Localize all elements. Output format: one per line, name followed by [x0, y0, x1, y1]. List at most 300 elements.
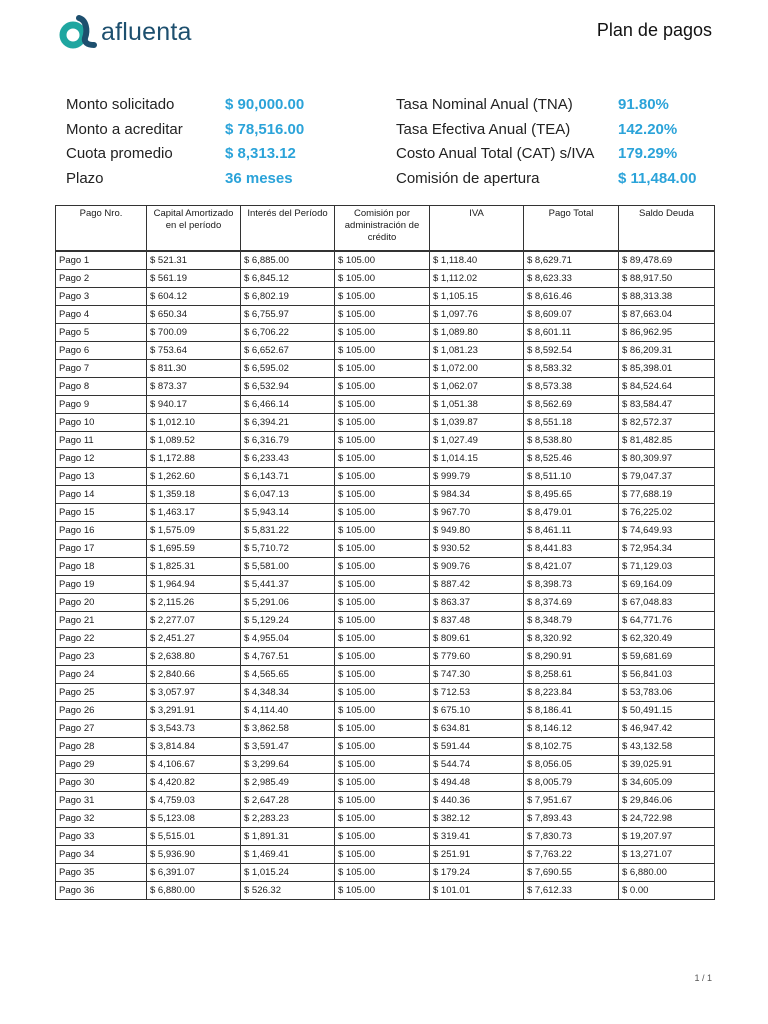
table-cell: $ 1,081.23 [430, 342, 524, 360]
table-cell: $ 3,814.84 [147, 738, 241, 756]
summary-value: 36 meses [225, 170, 293, 187]
table-cell: Pago 24 [56, 666, 147, 684]
table-cell: Pago 25 [56, 684, 147, 702]
table-cell: $ 949.80 [430, 522, 524, 540]
brand-name: afluenta [101, 17, 192, 46]
table-cell: $ 81,482.85 [619, 432, 715, 450]
table-cell: $ 8,374.69 [524, 594, 619, 612]
table-cell: $ 105.00 [335, 792, 430, 810]
table-cell: $ 105.00 [335, 558, 430, 576]
table-cell: $ 7,763.22 [524, 846, 619, 864]
table-cell: $ 77,688.19 [619, 486, 715, 504]
table-cell: $ 591.44 [430, 738, 524, 756]
table-row [56, 522, 715, 540]
table-cell: $ 8,441.83 [524, 540, 619, 558]
table-row [56, 882, 715, 900]
table-cell: $ 1,039.87 [430, 414, 524, 432]
table-row [56, 774, 715, 792]
table-cell: Pago 30 [56, 774, 147, 792]
table-cell: $ 8,421.07 [524, 558, 619, 576]
table-cell: $ 7,612.33 [524, 882, 619, 900]
table-row [56, 360, 715, 378]
table-cell: $ 440.36 [430, 792, 524, 810]
table-cell: $ 8,320.92 [524, 630, 619, 648]
table-cell: $ 999.79 [430, 468, 524, 486]
table-cell: Pago 10 [56, 414, 147, 432]
table-cell: $ 6,233.43 [241, 450, 335, 468]
table-cell: $ 0.00 [619, 882, 715, 900]
table-cell: $ 5,710.72 [241, 540, 335, 558]
table-cell: $ 8,398.73 [524, 576, 619, 594]
summary-value: 179.29% [618, 145, 678, 162]
table-cell: $ 62,320.49 [619, 630, 715, 648]
table-cell: Pago 4 [56, 306, 147, 324]
table-row [56, 414, 715, 432]
table-cell: $ 105.00 [335, 882, 430, 900]
table-cell: $ 59,681.69 [619, 648, 715, 666]
table-cell: $ 1,359.18 [147, 486, 241, 504]
column-header: Pago Nro. [56, 206, 147, 252]
table-cell: $ 6,802.19 [241, 288, 335, 306]
table-cell: $ 6,595.02 [241, 360, 335, 378]
table-cell: $ 675.10 [430, 702, 524, 720]
payment-plan-table [55, 205, 715, 900]
table-cell: $ 1,463.17 [147, 504, 241, 522]
table-cell: $ 105.00 [335, 774, 430, 792]
table-cell: $ 105.00 [335, 540, 430, 558]
table-cell: $ 105.00 [335, 270, 430, 288]
table-cell: $ 8,525.46 [524, 450, 619, 468]
table-cell: $ 84,524.64 [619, 378, 715, 396]
table-cell: $ 382.12 [430, 810, 524, 828]
table-cell: $ 8,186.41 [524, 702, 619, 720]
table-cell: Pago 35 [56, 864, 147, 882]
table-cell: $ 7,690.55 [524, 864, 619, 882]
table-cell: Pago 1 [56, 251, 147, 270]
table-cell: $ 105.00 [335, 251, 430, 270]
table-cell: $ 6,880.00 [619, 864, 715, 882]
table-cell: $ 8,146.12 [524, 720, 619, 738]
table-row [56, 432, 715, 450]
table-cell: $ 105.00 [335, 720, 430, 738]
table-cell: $ 80,309.97 [619, 450, 715, 468]
table-cell: $ 8,258.61 [524, 666, 619, 684]
table-cell: $ 89,478.69 [619, 251, 715, 270]
table-cell: $ 1,089.80 [430, 324, 524, 342]
table-cell: $ 88,313.38 [619, 288, 715, 306]
table-cell: Pago 34 [56, 846, 147, 864]
table-cell: $ 1,695.59 [147, 540, 241, 558]
table-cell: $ 4,759.03 [147, 792, 241, 810]
table-cell: $ 105.00 [335, 342, 430, 360]
table-cell: $ 19,207.97 [619, 828, 715, 846]
table-cell: $ 105.00 [335, 468, 430, 486]
table-row [56, 756, 715, 774]
table-cell: $ 86,209.31 [619, 342, 715, 360]
table-cell: $ 6,316.79 [241, 432, 335, 450]
table-header-row [56, 206, 715, 252]
table-cell: $ 1,469.41 [241, 846, 335, 864]
table-row [56, 486, 715, 504]
table-cell: Pago 27 [56, 720, 147, 738]
table-cell: Pago 8 [56, 378, 147, 396]
summary-value: 142.20% [618, 121, 678, 138]
table-cell: $ 105.00 [335, 414, 430, 432]
table-cell: Pago 29 [56, 756, 147, 774]
table-cell: $ 1,118.40 [430, 251, 524, 270]
summary-label: Comisión de apertura [396, 170, 540, 187]
table-cell: $ 105.00 [335, 360, 430, 378]
summary-label: Costo Anual Total (CAT) s/IVA [396, 145, 595, 162]
table-cell: $ 8,223.84 [524, 684, 619, 702]
table-body [56, 251, 715, 900]
table-cell: $ 3,591.47 [241, 738, 335, 756]
table-cell: $ 72,954.34 [619, 540, 715, 558]
table-cell: $ 105.00 [335, 396, 430, 414]
table-row [56, 846, 715, 864]
summary-label: Tasa Nominal Anual (TNA) [396, 96, 573, 113]
table-cell: $ 105.00 [335, 612, 430, 630]
table-cell: $ 634.81 [430, 720, 524, 738]
summary-row [66, 121, 716, 145]
table-cell: $ 4,106.67 [147, 756, 241, 774]
table-cell: $ 6,532.94 [241, 378, 335, 396]
table-cell: $ 24,722.98 [619, 810, 715, 828]
table-cell: $ 6,047.13 [241, 486, 335, 504]
table-cell: $ 1,112.02 [430, 270, 524, 288]
table-cell: $ 4,955.04 [241, 630, 335, 648]
table-cell: Pago 15 [56, 504, 147, 522]
brand-logo [58, 14, 192, 50]
table-cell: Pago 3 [56, 288, 147, 306]
afluenta-logo-icon [58, 14, 98, 50]
table-cell: $ 6,394.21 [241, 414, 335, 432]
loan-summary [66, 96, 716, 196]
table-row [56, 324, 715, 342]
table-cell: $ 4,114.40 [241, 702, 335, 720]
table-cell: $ 105.00 [335, 378, 430, 396]
table-cell: $ 39,025.91 [619, 756, 715, 774]
table-cell: $ 8,592.54 [524, 342, 619, 360]
table-row [56, 468, 715, 486]
table-row [56, 720, 715, 738]
table-cell: $ 46,947.42 [619, 720, 715, 738]
table-cell: $ 1,062.07 [430, 378, 524, 396]
table-cell: $ 3,057.97 [147, 684, 241, 702]
table-cell: $ 71,129.03 [619, 558, 715, 576]
table-cell: Pago 12 [56, 450, 147, 468]
table-row [56, 378, 715, 396]
table-row [56, 594, 715, 612]
table-cell: $ 105.00 [335, 450, 430, 468]
table-cell: $ 930.52 [430, 540, 524, 558]
table-cell: $ 2,283.23 [241, 810, 335, 828]
table-cell: $ 747.30 [430, 666, 524, 684]
table-row [56, 810, 715, 828]
table-cell: $ 29,846.06 [619, 792, 715, 810]
table-row [56, 251, 715, 270]
table-cell: $ 8,056.05 [524, 756, 619, 774]
table-cell: $ 561.19 [147, 270, 241, 288]
table-cell: $ 2,115.26 [147, 594, 241, 612]
table-cell: $ 6,466.14 [241, 396, 335, 414]
table-cell: $ 5,936.90 [147, 846, 241, 864]
table-cell: $ 8,573.38 [524, 378, 619, 396]
table-cell: $ 105.00 [335, 594, 430, 612]
table-cell: $ 4,420.82 [147, 774, 241, 792]
table-cell: $ 887.42 [430, 576, 524, 594]
table-cell: $ 5,291.06 [241, 594, 335, 612]
table-cell: $ 319.41 [430, 828, 524, 846]
table-cell: $ 5,943.14 [241, 504, 335, 522]
table-cell: $ 8,583.32 [524, 360, 619, 378]
table-cell: Pago 31 [56, 792, 147, 810]
summary-value: 91.80% [618, 96, 669, 113]
page-title: Plan de pagos [596, 20, 712, 40]
summary-label: Monto solicitado [66, 96, 175, 113]
table-cell: $ 8,348.79 [524, 612, 619, 630]
table-cell: $ 1,015.24 [241, 864, 335, 882]
table-cell: $ 82,572.37 [619, 414, 715, 432]
table-cell: $ 3,299.64 [241, 756, 335, 774]
table-cell: $ 1,072.00 [430, 360, 524, 378]
table-cell: $ 76,225.02 [619, 504, 715, 522]
table-cell: Pago 33 [56, 828, 147, 846]
table-cell: $ 105.00 [335, 306, 430, 324]
table-cell: $ 1,825.31 [147, 558, 241, 576]
table-cell: $ 1,097.76 [430, 306, 524, 324]
summary-label: Tasa Efectiva Anual (TEA) [396, 121, 571, 138]
table-row [56, 396, 715, 414]
table-cell: $ 779.60 [430, 648, 524, 666]
table-cell: $ 4,767.51 [241, 648, 335, 666]
table-row [56, 450, 715, 468]
column-header: IVA [430, 206, 524, 252]
table-cell: $ 6,755.97 [241, 306, 335, 324]
table-cell: $ 1,964.94 [147, 576, 241, 594]
table-row [56, 504, 715, 522]
table-cell: $ 105.00 [335, 630, 430, 648]
summary-value: $ 8,313.12 [225, 145, 296, 162]
summary-label: Plazo [66, 170, 104, 187]
column-header: Saldo Deuda [619, 206, 715, 252]
table-cell: $ 105.00 [335, 522, 430, 540]
summary-value: $ 11,484.00 [618, 170, 697, 187]
table-cell: $ 809.61 [430, 630, 524, 648]
table-cell: $ 2,638.80 [147, 648, 241, 666]
table-cell: $ 69,164.09 [619, 576, 715, 594]
table-row [56, 342, 715, 360]
table-row [56, 702, 715, 720]
column-header: Comisión por administración de crédito [335, 206, 430, 252]
table-cell: $ 526.32 [241, 882, 335, 900]
table-cell: $ 8,551.18 [524, 414, 619, 432]
table-cell: Pago 28 [56, 738, 147, 756]
table-row [56, 270, 715, 288]
table-cell: Pago 21 [56, 612, 147, 630]
table-cell: $ 8,495.65 [524, 486, 619, 504]
table-cell: Pago 14 [56, 486, 147, 504]
summary-label: Cuota promedio [66, 145, 173, 162]
summary-row [66, 170, 716, 194]
table-cell: $ 3,543.73 [147, 720, 241, 738]
table-cell: $ 8,479.01 [524, 504, 619, 522]
table-cell: $ 105.00 [335, 324, 430, 342]
table-cell: $ 105.00 [335, 702, 430, 720]
table-cell: $ 105.00 [335, 756, 430, 774]
table-cell: $ 8,005.79 [524, 774, 619, 792]
summary-row [66, 145, 716, 169]
table-cell: $ 86,962.95 [619, 324, 715, 342]
table-cell: $ 544.74 [430, 756, 524, 774]
table-cell: $ 8,538.80 [524, 432, 619, 450]
table-cell: $ 7,893.43 [524, 810, 619, 828]
table-cell: $ 79,047.37 [619, 468, 715, 486]
table-cell: $ 8,461.11 [524, 522, 619, 540]
table-cell: $ 88,917.50 [619, 270, 715, 288]
table-cell: $ 105.00 [335, 648, 430, 666]
table-row [56, 288, 715, 306]
table-cell: $ 753.64 [147, 342, 241, 360]
table-cell: $ 6,652.67 [241, 342, 335, 360]
table-cell: $ 8,623.33 [524, 270, 619, 288]
table-cell: $ 650.34 [147, 306, 241, 324]
table-row [56, 630, 715, 648]
table-cell: $ 5,831.22 [241, 522, 335, 540]
table-cell: $ 3,862.58 [241, 720, 335, 738]
table-cell: $ 67,048.83 [619, 594, 715, 612]
table-cell: $ 1,891.31 [241, 828, 335, 846]
table-cell: $ 83,584.47 [619, 396, 715, 414]
table-cell: $ 1,105.15 [430, 288, 524, 306]
table-cell: $ 521.31 [147, 251, 241, 270]
table-cell: $ 6,880.00 [147, 882, 241, 900]
table-cell: $ 494.48 [430, 774, 524, 792]
table-cell: $ 105.00 [335, 432, 430, 450]
table-row [56, 648, 715, 666]
table-cell: $ 7,951.67 [524, 792, 619, 810]
table-cell: $ 50,491.15 [619, 702, 715, 720]
table-cell: $ 105.00 [335, 738, 430, 756]
table-cell: $ 105.00 [335, 504, 430, 522]
table-cell: $ 101.01 [430, 882, 524, 900]
summary-row [66, 96, 716, 120]
table-cell: $ 34,605.09 [619, 774, 715, 792]
table-cell: $ 909.76 [430, 558, 524, 576]
table-cell: $ 837.48 [430, 612, 524, 630]
table-cell: $ 5,515.01 [147, 828, 241, 846]
summary-label: Monto a acreditar [66, 121, 183, 138]
table-cell: $ 2,451.27 [147, 630, 241, 648]
page-number: 1 / 1 [694, 973, 712, 983]
table-cell: $ 87,663.04 [619, 306, 715, 324]
table-cell: $ 3,291.91 [147, 702, 241, 720]
table-cell: $ 8,601.11 [524, 324, 619, 342]
table-cell: $ 700.09 [147, 324, 241, 342]
table-cell: $ 5,441.37 [241, 576, 335, 594]
table-row [56, 576, 715, 594]
summary-value: $ 90,000.00 [225, 96, 305, 113]
table-cell: $ 1,575.09 [147, 522, 241, 540]
table-cell: Pago 18 [56, 558, 147, 576]
table-cell: $ 1,027.49 [430, 432, 524, 450]
column-header: Interés del Período [241, 206, 335, 252]
table-cell: $ 8,609.07 [524, 306, 619, 324]
table-row [56, 558, 715, 576]
table-cell: $ 1,089.52 [147, 432, 241, 450]
table-cell: $ 1,172.88 [147, 450, 241, 468]
table-row [56, 738, 715, 756]
summary-value: $ 78,516.00 [225, 121, 305, 138]
table-cell: $ 2,647.28 [241, 792, 335, 810]
table-cell: $ 4,565.65 [241, 666, 335, 684]
table-cell: $ 1,051.38 [430, 396, 524, 414]
table-row [56, 666, 715, 684]
table-cell: Pago 32 [56, 810, 147, 828]
table-cell: $ 105.00 [335, 576, 430, 594]
table-row [56, 540, 715, 558]
table-cell: Pago 16 [56, 522, 147, 540]
table-cell: $ 2,277.07 [147, 612, 241, 630]
table-cell: $ 8,629.71 [524, 251, 619, 270]
table-cell: Pago 20 [56, 594, 147, 612]
table-cell: $ 811.30 [147, 360, 241, 378]
table-cell: $ 5,581.00 [241, 558, 335, 576]
table-cell: Pago 19 [56, 576, 147, 594]
table-cell: $ 105.00 [335, 486, 430, 504]
table-cell: Pago 22 [56, 630, 147, 648]
table-cell: $ 105.00 [335, 810, 430, 828]
column-header: Pago Total [524, 206, 619, 252]
table-cell: $ 8,562.69 [524, 396, 619, 414]
table-row [56, 684, 715, 702]
table-cell: $ 6,143.71 [241, 468, 335, 486]
table-cell: Pago 23 [56, 648, 147, 666]
table-cell: $ 7,830.73 [524, 828, 619, 846]
table-cell: $ 1,014.15 [430, 450, 524, 468]
table-cell: $ 6,845.12 [241, 270, 335, 288]
table-cell: $ 4,348.34 [241, 684, 335, 702]
table-cell: $ 2,985.49 [241, 774, 335, 792]
column-header: Capital Amortizado en el período [147, 206, 241, 252]
table-row [56, 828, 715, 846]
table-cell: Pago 36 [56, 882, 147, 900]
table-cell: $ 6,391.07 [147, 864, 241, 882]
table-cell: $ 712.53 [430, 684, 524, 702]
table-cell: $ 85,398.01 [619, 360, 715, 378]
table-cell: Pago 13 [56, 468, 147, 486]
table-row [56, 792, 715, 810]
table-cell: $ 604.12 [147, 288, 241, 306]
table-cell: $ 8,290.91 [524, 648, 619, 666]
table-cell: $ 56,841.03 [619, 666, 715, 684]
table-cell: $ 105.00 [335, 864, 430, 882]
table-cell: $ 74,649.93 [619, 522, 715, 540]
table-cell: $ 105.00 [335, 288, 430, 306]
table-cell: $ 43,132.58 [619, 738, 715, 756]
table-cell: $ 179.24 [430, 864, 524, 882]
table-cell: $ 1,012.10 [147, 414, 241, 432]
table-cell: $ 13,271.07 [619, 846, 715, 864]
table-cell: Pago 2 [56, 270, 147, 288]
table-cell: $ 984.34 [430, 486, 524, 504]
table-cell: Pago 11 [56, 432, 147, 450]
table-cell: $ 6,885.00 [241, 251, 335, 270]
table-row [56, 864, 715, 882]
table-cell: Pago 5 [56, 324, 147, 342]
table-cell: $ 8,511.10 [524, 468, 619, 486]
table-cell: $ 105.00 [335, 684, 430, 702]
